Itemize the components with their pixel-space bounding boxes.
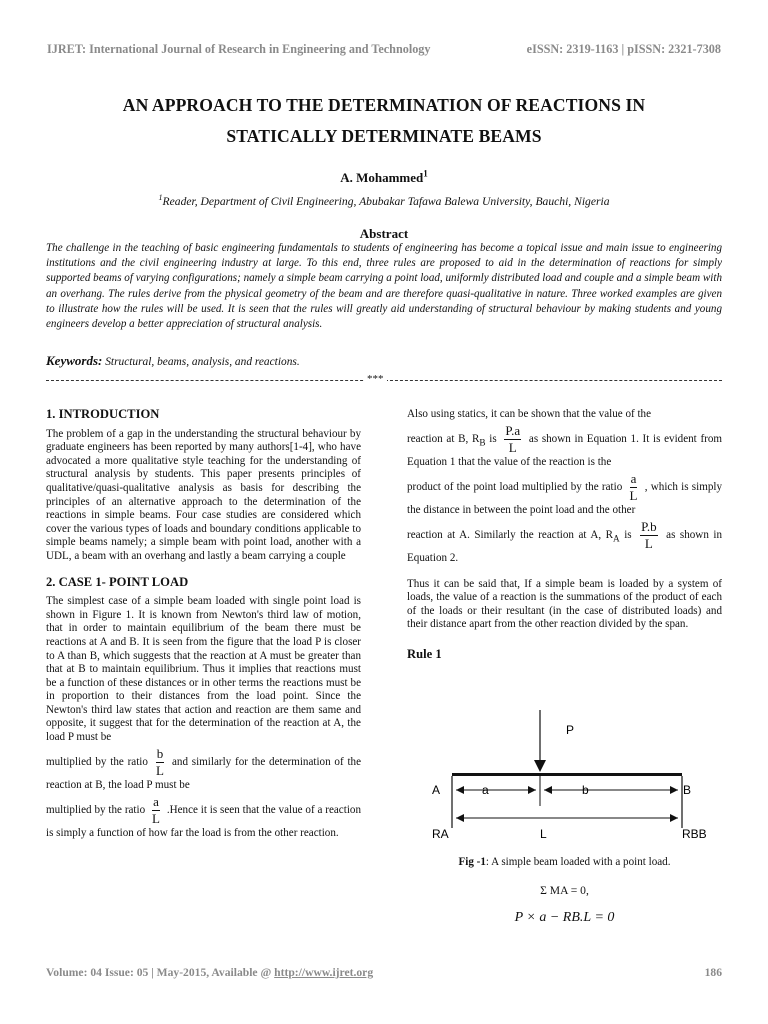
end-label-a: A [432, 783, 441, 797]
figure-caption [407, 856, 722, 868]
figure-caption-label: Fig -1 [458, 856, 486, 868]
fraction-a-over-l [152, 795, 160, 826]
title-line-2: STATICALLY DETERMINATE BEAMS [226, 126, 542, 146]
reaction-b-sentence [407, 424, 722, 470]
fraction-a-over-l [630, 472, 638, 503]
beam-diagram [420, 710, 720, 850]
left-column [46, 408, 361, 841]
fraction-denominator: L [152, 810, 160, 826]
reaction-a-post: as shown in Equation 2. [407, 528, 722, 564]
page-footer [46, 966, 722, 979]
affiliation [0, 195, 768, 208]
abstract-text: The challenge in the teaching of basic engineering fundamentals to students of engineering has become a topical issue and main issue to engineering institutions and the civil engineering industry at large. To this end, three rules are proposed to aid in the determination of reactions for simply supported beams of varying configurations; namely a simple beam carrying a point load, uniformly distributed load and couple and a simple beam with an overhang. The rules derive from the physical geometry of the beam and are therefore quasi-qualitative in nature. Three worked examples are given to illustrate how the rules will be used. It is seen that the rules will greatly aid understanding of structural behaviour by making students and young engineers develop a better appreciation of structural analysis. [46, 242, 722, 331]
paper-title [40, 90, 728, 152]
affiliation-text: Reader, Department of Civil Engineering, Abubakar Tafawa Balewa University, Bauchi, Nigeria [162, 195, 610, 208]
subscript-a: A [613, 533, 620, 544]
dim-arrow [670, 814, 678, 822]
ratio-a-pre: multiplied by the ratio [46, 803, 146, 816]
fraction-denominator: L [644, 535, 653, 551]
reaction-b-pre: reaction at B, R [407, 432, 480, 445]
journal-name: IJRET: International Journal of Research in Engineering and Technology [47, 42, 431, 56]
abstract-heading: Abstract [359, 226, 409, 241]
keywords-label: Keywords: [46, 353, 103, 368]
load-label-p: P [566, 723, 575, 737]
ratio-b-post: and similarly for the determination of the reaction at B, the load P must be [46, 755, 361, 791]
ratio-a-post: .Hence it is seen that the value of a reaction is simply a function of how far the load is from the other reaction. [46, 803, 361, 839]
footer-volume: Volume: 04 Issue: 05 | May-2015, Available @ [46, 966, 275, 979]
right-column [407, 408, 722, 662]
affiliation-sup: 1 [158, 193, 163, 203]
fraction-denominator: L [508, 439, 517, 455]
ratio-b-pre: multiplied by the ratio [46, 755, 148, 768]
span-label-a: a [482, 783, 489, 797]
ratio-pre: product of the point load multiplied by the ratio [407, 480, 623, 493]
equation-moment-sum: Σ MA = 0, [540, 884, 589, 897]
beam [452, 773, 682, 776]
fraction-numerator: a [153, 793, 159, 809]
fraction-numerator: a [630, 470, 637, 486]
ratio-sentence [407, 472, 722, 518]
reaction-b-post: as shown in Equation 1. It is evident from Equation 1 that the value of the reaction is the [407, 432, 723, 468]
figure-caption-text: : A simple beam loaded with a point load. [485, 856, 671, 868]
reaction-a-sentence [407, 520, 722, 566]
reaction-label-ra: RA [432, 827, 449, 841]
reaction-b-is: is [489, 432, 497, 445]
ratio-b-sentence [46, 747, 361, 793]
fraction-denominator: L [155, 762, 164, 778]
author [0, 170, 768, 186]
load-arrow-head [534, 760, 546, 772]
fraction-numerator: P.b [641, 518, 657, 534]
dim-arrow [528, 786, 536, 794]
case1-heading: 2. CASE 1- POINT LOAD [46, 574, 189, 589]
reaction-a-pre: reaction at A. Similarly the reaction at A, R [407, 528, 614, 541]
equation-equilibrium: P × a − RB.L = 0 [514, 910, 615, 925]
ratio-a-sentence [46, 795, 361, 841]
intro-paragraph: The problem of a gap in the understanding the structural behaviour by graduate engineers has been reported by many authors[1-4], who have advocated a more qualitative style teaching for the understanding of structural analysis by students. This paper presents principles of qualitative/quasi-qualitative analysis as basis for describing the principles of an alternative approach to the determination of the reactions in simple beams. Four case studies are considered which cover the various types of loads and boundary conditions applicable to simple beams namely; a simple beam with point load, another with a UDL, a beam with an overhang and lastly a beam carrying a couple [46, 427, 361, 562]
fraction-numerator: P.a [505, 422, 521, 438]
fraction-numerator: b [156, 745, 164, 761]
statics-line: Also using statics, it can be shown that the value of the [407, 408, 652, 420]
fraction-pa-over-l [504, 424, 521, 455]
dim-arrow [456, 786, 464, 794]
fraction-denominator: L [629, 487, 638, 503]
reaction-label-rb: RBB [682, 827, 707, 841]
ratio-post: , which is simply the distance in between the point load and the other [407, 480, 723, 516]
summation-paragraph: Thus it can be said that, If a simple beam is loaded by a system of loads, the value of a reaction is the summations of the product of each of the loads or their resultant (in the case of distributed loads) and their distance apart from the other reaction divided by the span. [407, 577, 722, 631]
separator-mark: *** [364, 373, 387, 385]
case1-paragraph: The simplest case of a simple beam loaded with single point load is shown in Figure 1. It is known from Newton's third law of motion, that in order to maintain equilibrium of the beam there must be reactions at A and B. It is seen from the figure that the load P is closer to A than B, which suggests that the reaction at A must be greater than that at B to maintain equilibrium. Thus it implies that reactions must be a function of these distances or in other terms the reactions must be in proportion to their distances from the load point. Since the Newton's third law states that action and reaction are them same and opposite, it suggest that for the determination of the reaction at A, the load P must be [46, 595, 361, 744]
author-sup: 1 [423, 168, 428, 179]
issn: eISSN: 2319-1163 | pISSN: 2321-7308 [526, 42, 721, 56]
dim-arrow [544, 786, 552, 794]
running-header [47, 42, 721, 60]
footer-link[interactable]: http://www.ijret.org [274, 966, 374, 979]
intro-heading: 1. INTRODUCTION [46, 407, 160, 421]
fraction-b-over-l [156, 747, 165, 778]
fraction-pb-over-l [640, 520, 658, 551]
end-label-b: B [683, 783, 692, 797]
subscript-b: B [479, 437, 486, 448]
span-label-b: b [582, 783, 589, 797]
page-number: 186 [704, 966, 722, 979]
dim-arrow [670, 786, 678, 794]
dim-arrow [456, 814, 464, 822]
keywords-text: Structural, beams, analysis, and reactions. [105, 356, 300, 368]
section-separator [46, 373, 722, 387]
reaction-a-is: is [624, 528, 632, 541]
author-name: A. Mohammed [340, 170, 424, 185]
keywords [46, 353, 300, 369]
rule1-heading: Rule 1 [407, 646, 442, 661]
span-label-l: L [540, 827, 547, 841]
title-line-1: AN APPROACH TO THE DETERMINATION OF REACTIONS IN [122, 95, 646, 115]
